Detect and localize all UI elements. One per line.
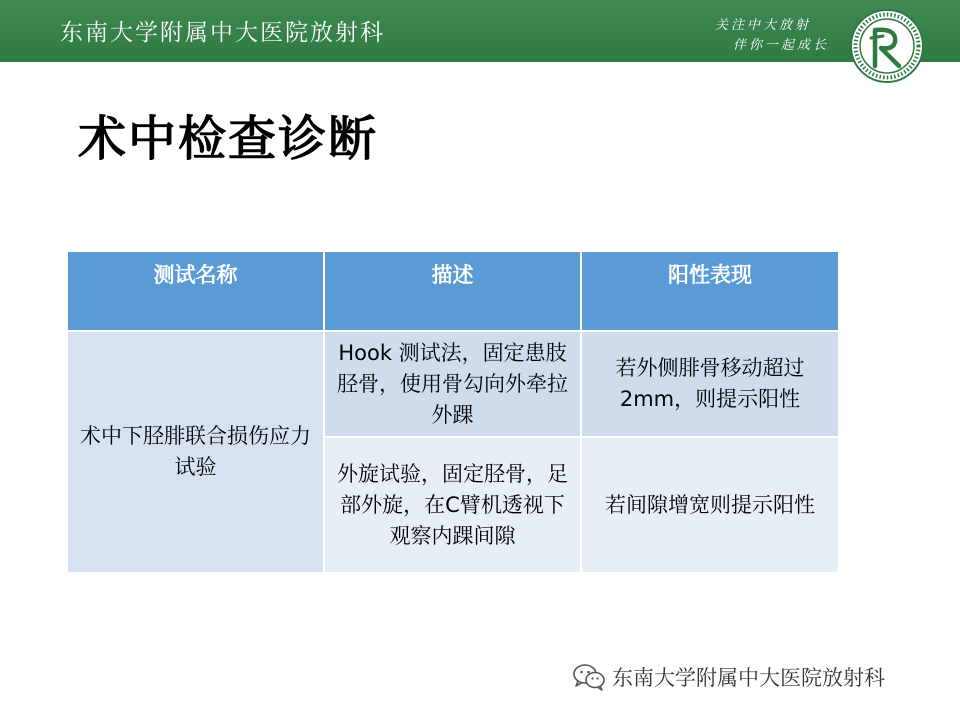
hospital-radiology-logo-icon (849, 8, 925, 84)
footer-watermark (572, 662, 885, 692)
header-bar (0, 0, 960, 62)
description-cell: 外旋试验，固定胫骨，足部外旋，在C臂机透视下观察内踝间隙 (324, 437, 581, 573)
table-row (67, 331, 839, 437)
header-positive-sign: 阳性表现 (581, 251, 839, 331)
wechat-icon (572, 663, 606, 691)
slogan-line-1: 关注中大放射 (715, 18, 812, 33)
table-header-row (67, 251, 839, 331)
test-name-cell: 术中下胫腓联合损伤应力试验 (67, 331, 324, 573)
header-test-name: 测试名称 (67, 251, 324, 331)
slogan-line-2: 伴你一起成长 (733, 38, 830, 53)
test-table (66, 250, 840, 574)
slide-title: 术中检查诊断 (78, 111, 379, 167)
description-cell: Hook 测试法，固定患肢胫骨，使用骨勾向外牵拉外踝 (324, 331, 581, 437)
positive-sign-cell: 若间隙增宽则提示阳性 (581, 437, 839, 573)
footer-text: 东南大学附属中大医院放射科 (612, 666, 885, 690)
positive-sign-cell: 若外侧腓骨移动超过2mm，则提示阳性 (581, 331, 839, 437)
header-title: 东南大学附属中大医院放射科 (60, 20, 385, 46)
header-description: 描述 (324, 251, 581, 331)
